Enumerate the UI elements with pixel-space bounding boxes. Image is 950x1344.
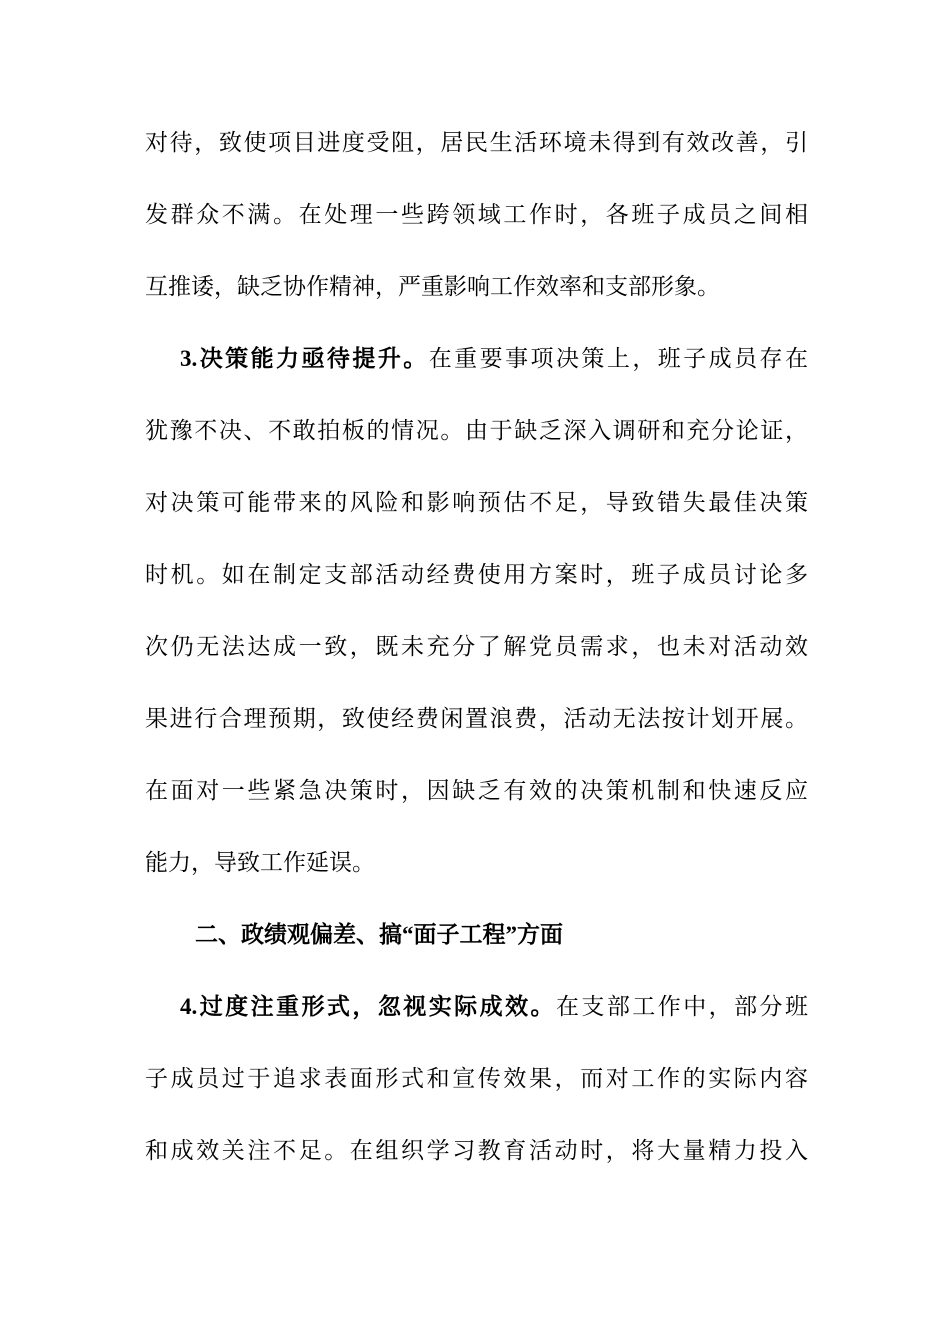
bold-text-segment: 3.决策能力亟待提升。 bbox=[180, 346, 429, 371]
text-segment: 对决策可能带来的风险和影响预估不足，导致错失最佳决策 bbox=[145, 490, 808, 515]
text-line-10 bbox=[145, 755, 808, 827]
text-segment: 发群众不满。在处理一些跨领域工作时，各班子成员之间相 bbox=[145, 202, 808, 227]
text-line-7 bbox=[145, 539, 808, 611]
text-line-11 bbox=[145, 827, 808, 899]
text-line-1 bbox=[145, 107, 808, 179]
text-segment: 次仍无法达成一致，既未充分了解党员需求，也未对活动效 bbox=[145, 634, 808, 659]
text-line-13 bbox=[145, 971, 808, 1043]
text-segment: 互推诿，缺乏协作精神，严重影响工作效率和支部形象。 bbox=[145, 274, 720, 299]
text-segment: 子成员过于追求表面形式和宣传效果，而对工作的实际内容 bbox=[145, 1066, 808, 1091]
text-line-8 bbox=[145, 611, 808, 683]
text-line-14 bbox=[145, 1043, 808, 1115]
text-segment: 对待，致使项目进度受阻，居民生活环境未得到有效改善，引 bbox=[145, 130, 808, 155]
bold-text-segment: 二、政绩观偏差、搞“面子工程”方面 bbox=[195, 922, 563, 947]
text-line-3 bbox=[145, 251, 808, 323]
text-segment: 犹豫不决、不敢拍板的情况。由于缺乏深入调研和充分论证， bbox=[145, 418, 808, 443]
text-segment: 时机。如在制定支部活动经费使用方案时，班子成员讨论多 bbox=[145, 562, 808, 587]
text-segment: 能力，导致工作延误。 bbox=[145, 850, 375, 875]
text-line-9 bbox=[145, 683, 808, 755]
text-segment: 在面对一些紧急决策时，因缺乏有效的决策机制和快速反应 bbox=[145, 778, 808, 803]
text-line-2 bbox=[145, 179, 808, 251]
document-body bbox=[145, 107, 808, 1187]
text-segment: 在支部工作中，部分班 bbox=[555, 994, 808, 1019]
bold-text-segment: 4.过度注重形式，忽视实际成效。 bbox=[180, 994, 556, 1019]
text-segment: 在重要事项决策上，班子成员存在 bbox=[428, 346, 808, 371]
text-segment: 果进行合理预期，致使经费闲置浪费，活动无法按计划开展。 bbox=[145, 706, 808, 731]
text-line-12 bbox=[145, 899, 808, 971]
text-line-6 bbox=[145, 467, 808, 539]
text-line-15 bbox=[145, 1115, 808, 1187]
text-segment: 和成效关注不足。在组织学习教育活动时，将大量精力投入 bbox=[145, 1138, 808, 1163]
text-line-5 bbox=[145, 395, 808, 467]
text-line-4 bbox=[145, 323, 808, 395]
